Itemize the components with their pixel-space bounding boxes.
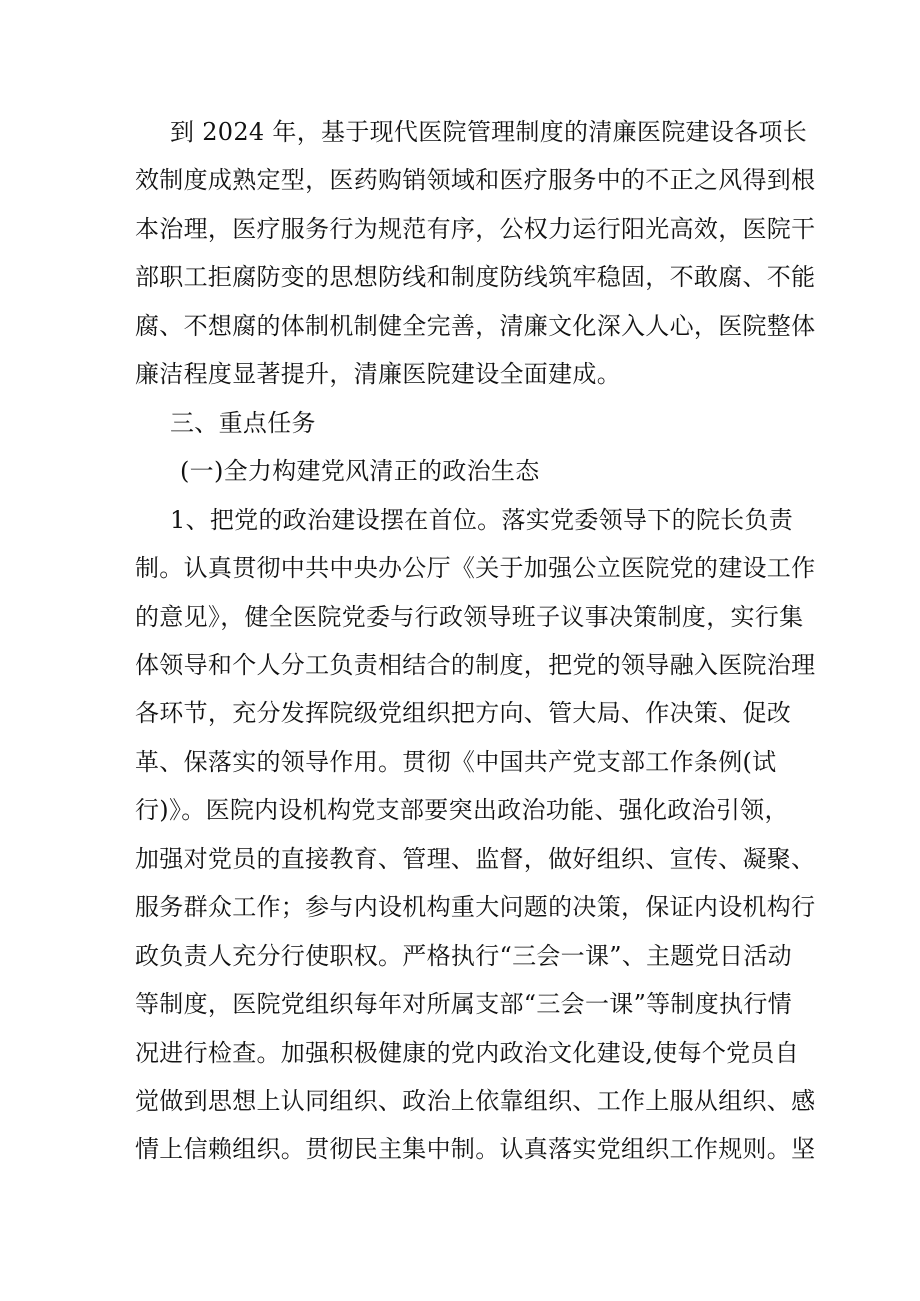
paragraph-line: 廉洁程度显著提升，清廉医院建设全面建成。 — [135, 360, 621, 389]
paragraph-line: 的意见》，健全医院党委与行政领导班子议事决策制度，实行集 — [135, 602, 804, 631]
paragraph-line: 加强对党员的直接教育、管理、监督，做好组织、宣传、凝聚、 — [135, 844, 816, 873]
paragraph-line: 体领导和个人分工负责相结合的制度，把党的领导融入医院治理 — [135, 650, 816, 679]
paragraph-line: 本治理，医疗服务行为规范有序，公权力运行阳光高效，医院干 — [135, 214, 816, 243]
paragraph-line: 革、保落实的领导作用。贯彻《中国共产党支部工作条例(试 — [135, 747, 777, 776]
paragraph-line: 腐、不想腐的体制机制健全完善，清廉文化深入人心，医院整体 — [135, 311, 816, 340]
paragraph-line: 部职工拒腐防变的思想防线和制度防线筑牢稳固，不敢腐、不能 — [135, 263, 816, 292]
paragraph-line: 效制度成熟定型，医药购销领域和医疗服务中的不正之风得到根 — [135, 166, 816, 195]
paragraph-line: 各环节，充分发挥院级党组织把方向、管大局、作决策、促改 — [135, 699, 792, 728]
paragraph-line: 行)》。医院内设机构党支部要突出政治功能、强化政治引领， — [135, 796, 789, 825]
paragraph-line: 服务群众工作；参与内设机构重大问题的决策，保证内设机构行 — [135, 893, 816, 922]
paragraph-line: 到 2024 年，基于现代医院管理制度的清廉医院建设各项长 — [170, 118, 808, 146]
section-heading: 三、重点任务 — [170, 408, 316, 437]
paragraph-line: 制。认真贯彻中共中央办公厅《关于加强公立医院党的建设工作 — [135, 554, 816, 583]
paragraph-line: 情上信赖组织。贯彻民主集中制。认真落实党组织工作规则。坚 — [135, 1135, 816, 1164]
paragraph-line: 况进行检查。加强积极健康的党内政治文化建设,使每个党员自 — [135, 1038, 800, 1067]
subsection-heading: (一)全力构建党风清正的政治生态 — [180, 457, 540, 486]
paragraph-line: 觉做到思想上认同组织、政治上依靠组织、工作上服从组织、感 — [135, 1087, 816, 1115]
paragraph-line: 1、把党的政治建设摆在首位。落实党委领导下的院长负责 — [170, 505, 794, 534]
paragraph-line: 等制度，医院党组织每年对所属支部“三会一课”等制度执行情 — [135, 990, 792, 1019]
paragraph-line: 政负责人充分行使职权。严格执行“三会一课”、主题党日活动 — [135, 941, 792, 970]
